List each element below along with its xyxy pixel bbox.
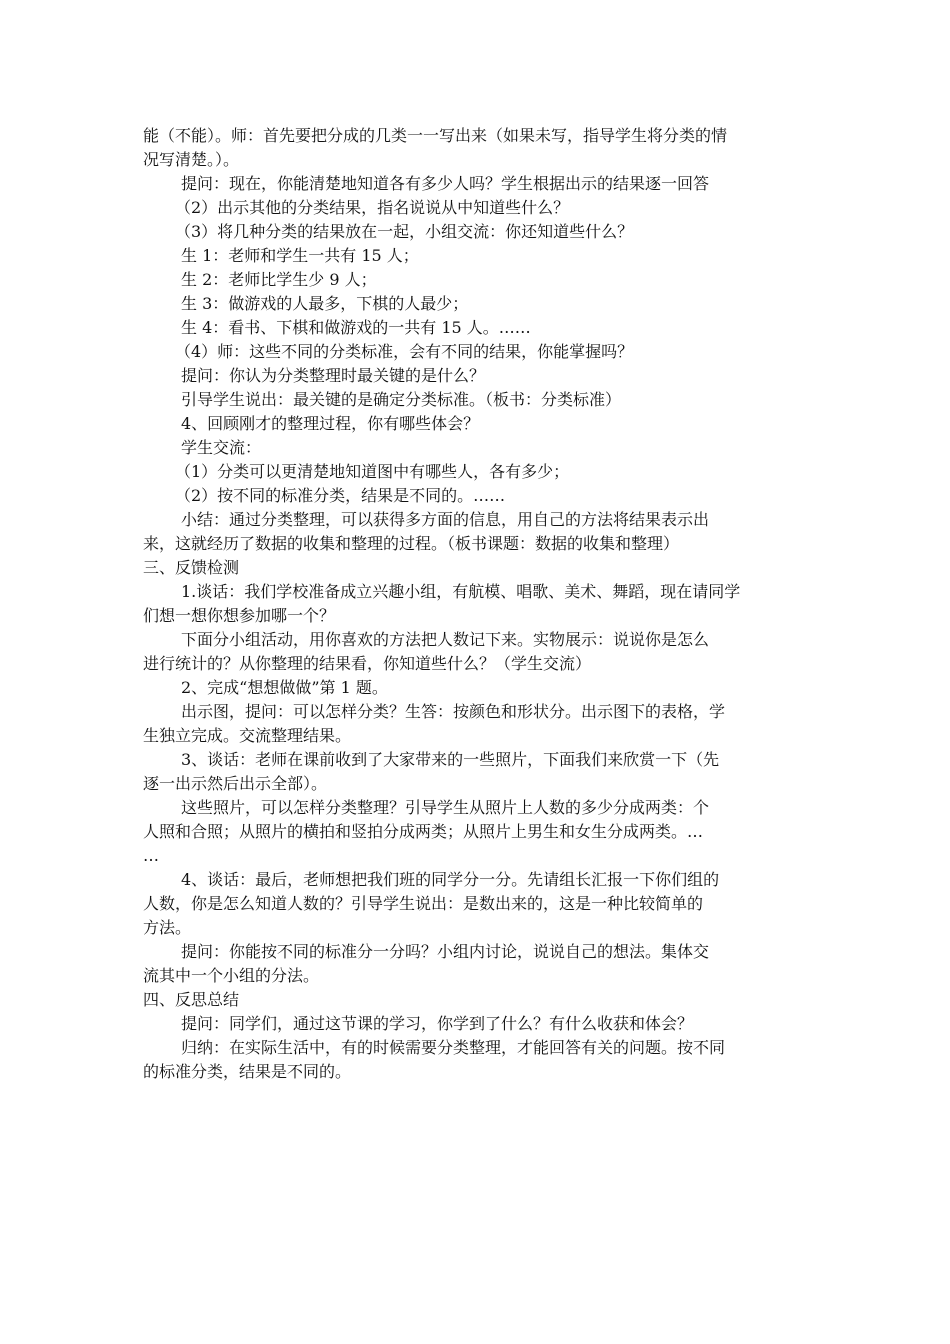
paragraph-line: 2、完成“想想做做”第 1 题。 (181, 678, 388, 697)
document-body (143, 124, 811, 1084)
paragraph-line: 引导学生说出：最关键的是确定分类标准。（板书：分类标准） (181, 390, 622, 409)
section-heading: 四、反思总结 (143, 990, 240, 1009)
paragraph-line: 3、谈话：老师在课前收到了大家带来的一些照片，下面我们来欣赏一下（先 (181, 750, 720, 769)
paragraph-line: 逐一出示然后出示全部）。 (143, 774, 328, 793)
paragraph-line: 人数，你是怎么知道人数的？引导学生说出：是数出来的，这是一种比较简单的 (143, 894, 704, 913)
paragraph-line: 生 3：做游戏的人最多，下棋的人最少； (181, 294, 469, 313)
paragraph-line: 4、回顾刚才的整理过程，你有哪些体会？ (181, 414, 480, 433)
paragraph-line: 们想一想你想参加哪一个？ (143, 606, 336, 625)
paragraph-line: 归纳：在实际生活中，有的时候需要分类整理，才能回答有关的问题。按不同 (181, 1038, 726, 1057)
paragraph-line: 出示图，提问：可以怎样分类？生答：按颜色和形状分。出示图下的表格，学 (181, 702, 726, 721)
paragraph-line: 1.谈话：我们学校准备成立兴趣小组，有航模、唱歌、美术、舞蹈，现在请同学 (181, 582, 741, 601)
paragraph-line: 提问：现在，你能清楚地知道各有多少人吗？学生根据出示的结果逐一回答 (181, 174, 710, 193)
paragraph-line: 生 1：老师和学生一共有 15 人； (181, 246, 419, 265)
paragraph-line: 下面分小组活动，用你喜欢的方法把人数记下来。实物展示：说说你是怎么 (181, 630, 710, 649)
paragraph-line: （4）师：这些不同的分类标准，会有不同的结果，你能掌握吗？ (175, 342, 634, 361)
paragraph-line: … (143, 846, 159, 865)
paragraph-line: 学生交流： (181, 438, 262, 457)
paragraph-line: （2）出示其他的分类结果，指名说说从中知道些什么？ (175, 198, 570, 217)
paragraph-line: 提问：同学们，通过这节课的学习，你学到了什么？有什么收获和体会？ (181, 1014, 694, 1033)
paragraph-line: 生 4：看书、下棋和做游戏的一共有 15 人。…… (181, 318, 531, 337)
section-heading: 三、反馈检测 (143, 558, 240, 577)
paragraph-line: 来，这就经历了数据的收集和整理的过程。（板书课题：数据的收集和整理） (143, 534, 680, 553)
paragraph-line: 这些照片，可以怎样分类整理？引导学生从照片上人数的多少分成两类：个 (181, 798, 710, 817)
paragraph-line: 况写清楚。）。 (143, 150, 240, 169)
paragraph-line: 方法。 (143, 918, 192, 937)
paragraph-line: 人照和合照；从照片的横拍和竖拍分成两类；从照片上男生和女生分成两类。… (143, 822, 704, 841)
paragraph-line: 能（不能）。师：首先要把分成的几类一一写出来（如果未写，指导学生将分类的情 (143, 126, 728, 145)
paragraph-line: 提问：你能按不同的标准分一分吗？小组内讨论，说说自己的想法。集体交 (181, 942, 710, 961)
paragraph-line: 提问：你认为分类整理时最关键的是什么？ (181, 366, 486, 385)
paragraph-line: （3）将几种分类的结果放在一起，小组交流：你还知道些什么？ (175, 222, 634, 241)
paragraph-line: （1）分类可以更清楚地知道图中有哪些人，各有多少； (175, 462, 570, 481)
paragraph-line: （2）按不同的标准分类，结果是不同的。…… (175, 486, 506, 505)
paragraph-line: 生 2：老师比学生少 9 人； (181, 270, 377, 289)
paragraph-line: 生独立完成。交流整理结果。 (143, 726, 352, 745)
paragraph-line: 4、谈话：最后，老师想把我们班的同学分一分。先请组长汇报一下你们组的 (181, 870, 720, 889)
paragraph-line: 的标准分类，结果是不同的。 (143, 1062, 352, 1081)
paragraph-line: 流其中一个小组的分法。 (143, 966, 320, 985)
paragraph-line: 进行统计的？从你整理的结果看，你知道些什么？（学生交流） (143, 654, 592, 673)
paragraph-line: 小结：通过分类整理，可以获得多方面的信息，用自己的方法将结果表示出 (181, 510, 710, 529)
